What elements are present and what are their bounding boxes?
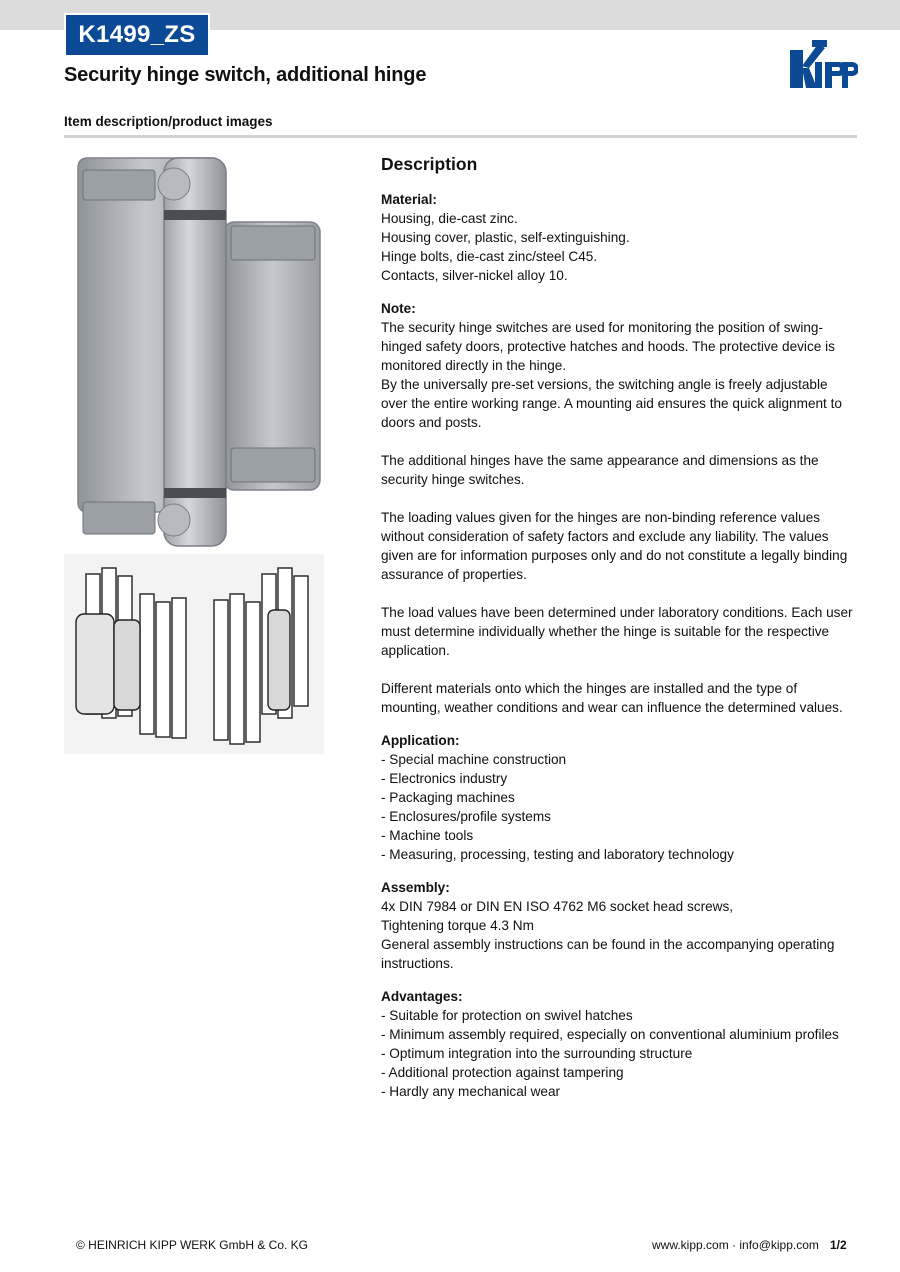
assembly-line: Tightening torque 4.3 Nm [381, 918, 534, 933]
assembly-label: Assembly: [381, 880, 450, 895]
hinge-photo [64, 152, 324, 548]
page-number: 1/2 [830, 1238, 847, 1252]
list-item: - Hardly any mechanical wear [381, 1084, 561, 1099]
advantages-block [381, 987, 857, 1101]
material-line: Housing, die-cast zinc. [381, 211, 518, 226]
product-code-badge: K1499_ZS [64, 13, 210, 57]
assembly-block [381, 878, 857, 973]
note-text: The security hinge switches are used for monitoring the position of swing-hinged safety doors, protective hatches and hoods. The protective device is monitored directly in the hinge. [381, 320, 835, 373]
note-label: Note: [381, 301, 416, 316]
assembly-line: General assembly instructions can be found in the accompanying operating instructions. [381, 937, 835, 971]
list-item: - Special machine construction [381, 752, 567, 767]
note-text: The load values have been determined under laboratory conditions. Each user must determine individually whether the hinge is suitable for the respective application. [381, 605, 853, 658]
note-text: By the universally pre-set versions, the switching angle is freely adjustable over the entire working range. A mounting aid ensures the quick alignment to doors and posts. [381, 377, 842, 430]
list-item: - Additional protection against tampering [381, 1065, 624, 1080]
list-item: - Optimum integration into the surrounding structure [381, 1046, 693, 1061]
assembly-line: 4x DIN 7984 or DIN EN ISO 4762 M6 socket head screws, [381, 899, 734, 914]
material-label: Material: [381, 192, 437, 207]
application-block [381, 731, 857, 864]
description-panel [381, 152, 857, 1115]
note-paragraph [381, 679, 857, 717]
section-title: Item description/product images [64, 114, 273, 129]
page-title: Security hinge switch, additional hinge [64, 64, 427, 86]
section-divider [64, 135, 857, 138]
footer-contact-link[interactable]: www.kipp.com · info@kipp.com [652, 1238, 819, 1252]
note-text: The loading values given for the hinges are non-binding reference values without consideration of safety factors and exclude any liability. The values given are for information purposes only and do not constitute a legally binding assurance of properties. [381, 510, 848, 582]
profile-mounting-drawing [64, 554, 324, 754]
list-item: - Electronics industry [381, 771, 508, 786]
list-item: - Packaging machines [381, 790, 515, 805]
note-paragraph [381, 451, 857, 489]
material-line: Contacts, silver-nickel alloy 10. [381, 268, 568, 283]
material-line: Hinge bolts, die-cast zinc/steel C45. [381, 249, 598, 264]
kipp-logo-icon [784, 36, 858, 92]
list-item: - Measuring, processing, testing and laboratory technology [381, 847, 734, 862]
note-paragraph [381, 603, 857, 660]
material-line: Housing cover, plastic, self-extinguishing. [381, 230, 630, 245]
note-text: Different materials onto which the hinges are installed and the type of mounting, weather conditions and wear can influence the determined values. [381, 681, 843, 715]
list-item: - Machine tools [381, 828, 474, 843]
footer-copyright: © HEINRICH KIPP WERK GmbH & Co. KG [76, 1238, 308, 1252]
description-heading: Description [381, 154, 478, 174]
list-item: - Enclosures/profile systems [381, 809, 551, 824]
list-item: - Suitable for protection on swivel hatches [381, 1008, 633, 1023]
note-paragraph [381, 508, 857, 584]
application-label: Application: [381, 733, 460, 748]
list-item: - Minimum assembly required, especially on conventional aluminium profiles [381, 1027, 839, 1042]
advantages-label: Advantages: [381, 989, 463, 1004]
note-text: The additional hinges have the same appearance and dimensions as the security hinge switches. [381, 453, 819, 487]
note-block [381, 299, 857, 432]
material-block [381, 190, 857, 285]
